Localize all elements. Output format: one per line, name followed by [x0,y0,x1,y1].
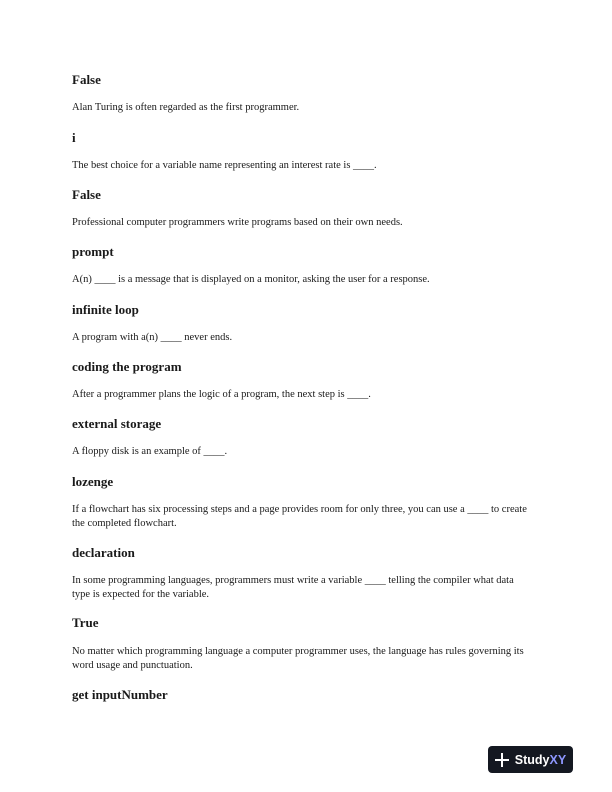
answer-3: False [72,187,101,202]
answer-9: declaration [72,545,135,560]
question-5: A program with a(n) ____ never ends. [72,332,233,343]
answer-10: True [72,615,99,630]
answer-7: external storage [72,416,162,431]
plus-sparkle-icon [495,753,509,767]
question-2: The best choice for a variable name representing an interest rate is ____. [72,160,377,171]
answer-11: get inputNumber [72,687,168,702]
answer-4: prompt [72,244,114,259]
question-4: A(n) ____ is a message that is displayed on a monitor, asking the user for a response. [72,274,430,285]
question-7: A floppy disk is an example of ____. [72,446,228,457]
studyxy-logo [488,746,573,773]
question-10: No matter which programming language a computer programmer uses, the language has rules governing its word usage and punctuation. [72,646,524,671]
question-8: If a flowchart has six processing steps and a page provides room for only three, you can use a ____ to create the completed flowchart. [72,504,527,529]
question-1: Alan Turing is often regarded as the first programmer. [72,102,300,113]
question-6: After a programmer plans the logic of a program, the next step is ____. [72,389,371,400]
answer-1: False [72,72,101,87]
answer-6: coding the program [72,359,182,374]
logo-text: StudyXY [514,752,567,767]
answer-2: i [72,130,76,145]
question-3: Professional computer programmers write programs based on their own needs. [72,217,403,228]
answer-5: infinite loop [72,302,139,317]
answer-8: lozenge [72,474,114,489]
question-9: In some programming languages, programmers must write a variable ____ telling the compiler what data type is expected for the variable. [72,575,514,600]
